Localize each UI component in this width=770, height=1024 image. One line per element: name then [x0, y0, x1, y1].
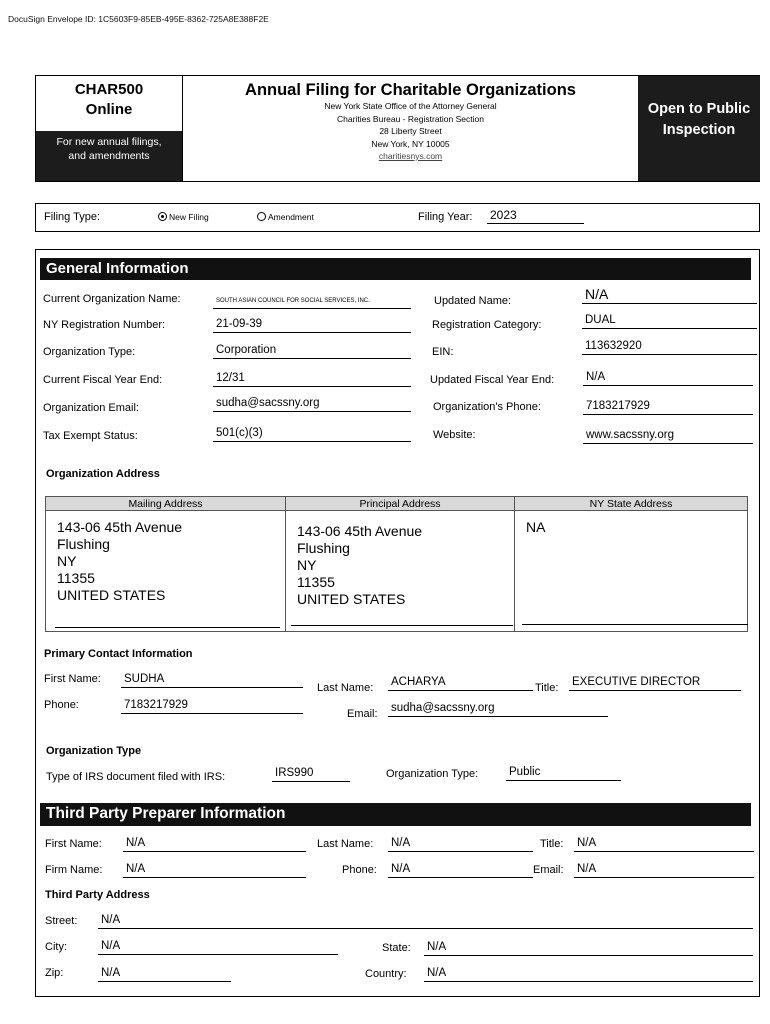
new-filing-radio[interactable]	[158, 212, 167, 221]
tp-last-field[interactable]: N/A	[388, 837, 533, 852]
tp-zip-field[interactable]: N/A	[98, 967, 231, 982]
org-type2-label: Organization Type:	[386, 768, 479, 780]
org-phone-label: Organization's Phone:	[433, 401, 541, 413]
tp-last-label: Last Name:	[317, 838, 374, 850]
filing-type-label: Filing Type:	[44, 211, 101, 223]
ny-state-value: NA	[526, 519, 546, 535]
ny-state-underline	[522, 624, 748, 625]
form-note-line1: For new annual filings,	[56, 136, 162, 148]
principal-country: UNITED STATES	[297, 591, 406, 607]
tp-zip-label: Zip:	[45, 967, 64, 979]
filing-year-label: Filing Year:	[418, 211, 473, 223]
contact-title-field[interactable]: EXECUTIVE DIRECTOR	[569, 676, 741, 691]
principal-address-cell[interactable]	[286, 511, 515, 631]
ny-state-address-header: NY State Address	[515, 497, 747, 511]
contact-email-field[interactable]: sudha@sacssny.org	[388, 702, 608, 717]
contact-first-label: First Name:	[44, 673, 101, 685]
filing-year-field[interactable]: 2023	[487, 209, 584, 224]
tp-city-label: City:	[45, 941, 67, 953]
org-address-title: Organization Address	[46, 468, 160, 480]
org-phone-field[interactable]: 7183217929	[583, 400, 753, 415]
tp-phone-field[interactable]: N/A	[388, 863, 533, 878]
mailing-address-cell[interactable]	[46, 511, 286, 631]
fiscal-year-end-field[interactable]: 12/31	[213, 372, 411, 387]
address-table	[45, 496, 748, 632]
website-field[interactable]: www.sacssny.org	[583, 429, 753, 444]
ein-label: EIN:	[432, 346, 454, 358]
contact-last-field[interactable]: ACHARYA	[388, 676, 533, 691]
mailing-city: Flushing	[57, 536, 110, 552]
reg-category-field[interactable]: DUAL	[582, 314, 757, 329]
tp-first-field[interactable]: N/A	[123, 837, 306, 852]
org-type-label: Organization Type:	[43, 346, 136, 358]
ny-reg-field[interactable]: 21-09-39	[213, 318, 411, 333]
tp-street-label: Street:	[45, 915, 78, 927]
office-name: New York State Office of the Attorney General	[324, 101, 497, 111]
mailing-state: NY	[57, 553, 77, 569]
contact-last-label: Last Name:	[317, 682, 374, 694]
tp-first-label: First Name:	[45, 838, 102, 850]
tp-title-field[interactable]: N/A	[574, 837, 754, 852]
third-party-header: Third Party Preparer Information	[40, 803, 751, 826]
form-name-sub: Online	[85, 101, 133, 118]
updated-fiscal-year-label: Updated Fiscal Year End:	[430, 374, 555, 386]
org-name-field[interactable]: SOUTH ASIAN COUNCIL FOR SOCIAL SERVICES, INC.	[213, 294, 411, 309]
principal-address-header: Principal Address	[286, 497, 515, 511]
org-email-label: Organization Email:	[43, 402, 139, 414]
filing-type-box	[35, 203, 760, 232]
form-title-block	[182, 76, 638, 181]
org-email-field[interactable]: sudha@sacssny.org	[213, 397, 411, 412]
form-header	[35, 75, 760, 182]
form-name: CHAR500	[74, 81, 144, 98]
website-label: Website:	[433, 429, 476, 441]
contact-phone-field[interactable]: 7183217929	[121, 699, 303, 714]
public-line1: Open to Public	[647, 101, 751, 117]
org-type2-field[interactable]: Public	[506, 766, 621, 781]
tp-email-field[interactable]: N/A	[574, 863, 754, 878]
fiscal-year-end-label: Current Fiscal Year End:	[43, 374, 163, 386]
organization-type-title: Organization Type	[46, 745, 142, 757]
amendment-label: Amendment	[268, 212, 314, 222]
principal-state: NY	[297, 557, 317, 573]
org-type-field[interactable]: Corporation	[213, 344, 411, 359]
tp-title-label: Title:	[540, 838, 564, 850]
mailing-zip: 11355	[57, 570, 95, 586]
mailing-country: UNITED STATES	[57, 587, 166, 603]
principal-city: Flushing	[297, 540, 350, 556]
tp-address-title: Third Party Address	[45, 889, 150, 901]
principal-underline	[291, 625, 513, 626]
tp-email-label: Email:	[533, 864, 564, 876]
tp-firm-field[interactable]: N/A	[123, 863, 306, 878]
ein-field[interactable]: 113632920	[582, 340, 757, 355]
public-line2: Inspection	[662, 122, 736, 138]
contact-first-field[interactable]: SUDHA	[121, 673, 303, 688]
form-name-block	[36, 76, 182, 181]
reg-category-label: Registration Category:	[432, 319, 542, 331]
mailing-underline	[55, 627, 280, 628]
principal-zip: 11355	[297, 574, 335, 590]
contact-title-label: Title:	[535, 682, 559, 694]
envelope-id: DocuSign Envelope ID: 1C5603F9-85EB-495E-8362-725A8E388F2E	[8, 14, 269, 24]
tax-exempt-field[interactable]: 501(c)(3)	[213, 427, 411, 442]
tax-exempt-label: Tax Exempt Status:	[43, 430, 138, 442]
org-name-label: Current Organization Name:	[43, 293, 181, 305]
mailing-street: 143-06 45th Avenue	[57, 519, 183, 535]
tp-street-field[interactable]: N/A	[98, 914, 753, 929]
tp-country-field[interactable]: N/A	[424, 967, 753, 982]
new-filing-label: New Filing	[169, 212, 209, 222]
updated-name-field[interactable]: N/A	[582, 287, 757, 304]
contact-phone-label: Phone:	[44, 699, 79, 711]
office-city: New York, NY 10005	[371, 138, 450, 149]
public-inspection-badge	[638, 76, 760, 181]
ny-state-address-cell[interactable]	[515, 511, 747, 631]
principal-street: 143-06 45th Avenue	[297, 523, 423, 539]
contact-email-label: Email:	[347, 708, 378, 720]
irs-doc-field[interactable]: IRS990	[272, 767, 350, 782]
tp-country-label: Country:	[365, 968, 407, 980]
bureau-name: Charities Bureau - Registration Section	[337, 113, 484, 124]
irs-doc-label: Type of IRS document filed with IRS:	[46, 771, 226, 783]
tp-state-label: State:	[382, 942, 411, 954]
primary-contact-title: Primary Contact Information	[44, 648, 193, 660]
mailing-address-header: Mailing Address	[46, 497, 286, 511]
general-info-header: General Information	[40, 258, 751, 280]
form-title: Annual Filing for Charitable Organizations	[245, 81, 576, 99]
ny-reg-label: NY Registration Number:	[43, 319, 166, 331]
tp-state-field[interactable]: N/A	[424, 941, 753, 956]
form-note-line2: and amendments	[68, 150, 150, 162]
office-street: 28 Liberty Street	[379, 126, 442, 136]
amendment-radio[interactable]	[257, 212, 266, 221]
charities-link[interactable]: charitiesnys.com	[378, 151, 443, 161]
updated-name-label: Updated Name:	[434, 295, 512, 307]
tp-firm-label: Firm Name:	[45, 864, 103, 876]
tp-city-field[interactable]: N/A	[98, 940, 338, 955]
updated-fiscal-year-field[interactable]: N/A	[583, 371, 753, 386]
tp-phone-label: Phone:	[342, 864, 377, 876]
